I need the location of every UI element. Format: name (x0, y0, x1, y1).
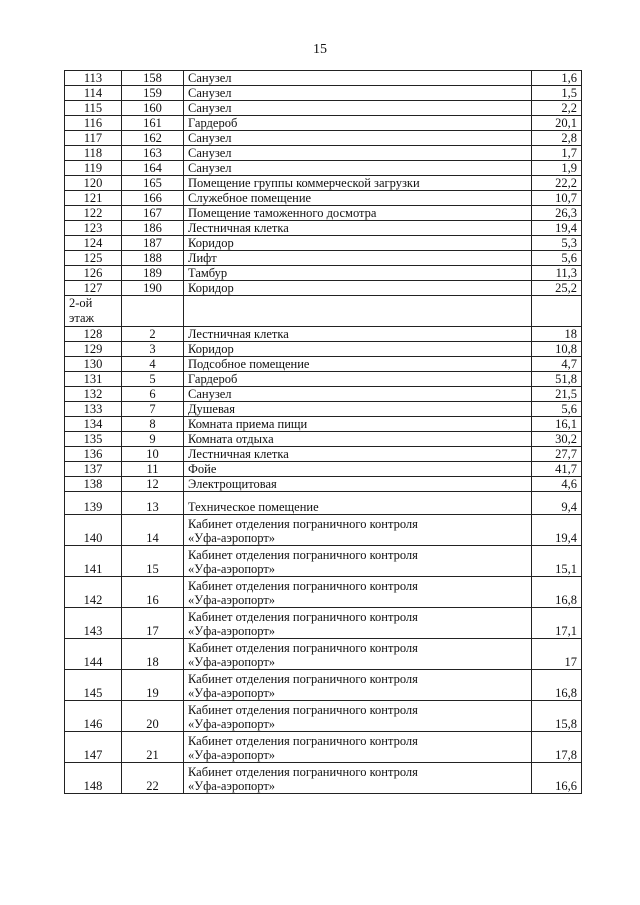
room-name: Санузел (184, 101, 532, 116)
room-area: 19,4 (532, 221, 582, 236)
table-row (65, 492, 582, 515)
room-area: 4,7 (532, 357, 582, 372)
row-number: 139 (65, 492, 122, 515)
table-row (65, 639, 582, 670)
table-row (65, 266, 582, 281)
row-number: 141 (65, 546, 122, 577)
room-number: 161 (122, 116, 184, 131)
room-area: 2,2 (532, 101, 582, 116)
room-name: Фойе (184, 462, 532, 477)
table-row (65, 221, 582, 236)
row-number: 132 (65, 387, 122, 402)
row-number: 124 (65, 236, 122, 251)
room-number: 11 (122, 462, 184, 477)
room-name: Санузел (184, 71, 532, 86)
table-row (65, 732, 582, 763)
room-area: 2,8 (532, 131, 582, 146)
room-area: 25,2 (532, 281, 582, 296)
room-area: 17,8 (532, 732, 582, 763)
table-row (65, 86, 582, 101)
table-row (65, 357, 582, 372)
table-row (65, 101, 582, 116)
table-row (65, 251, 582, 266)
room-area: 17,1 (532, 608, 582, 639)
room-area: 1,9 (532, 161, 582, 176)
room-number: 188 (122, 251, 184, 266)
table-row (65, 131, 582, 146)
room-name: Служебное помещение (184, 191, 532, 206)
row-number: 113 (65, 71, 122, 86)
room-name (184, 546, 532, 577)
room-number: 15 (122, 546, 184, 577)
row-number: 122 (65, 206, 122, 221)
room-name: Коридор (184, 236, 532, 251)
room-name-line2: «Уфа-аэропорт» (188, 531, 276, 545)
room-area: 1,6 (532, 71, 582, 86)
row-number: 131 (65, 372, 122, 387)
room-name (184, 763, 532, 794)
room-number: 164 (122, 161, 184, 176)
table-row (65, 116, 582, 131)
row-number: 140 (65, 515, 122, 546)
room-name-line2: «Уфа-аэропорт» (188, 686, 276, 700)
table-row (65, 71, 582, 86)
row-number: 137 (65, 462, 122, 477)
room-name-line2: «Уфа-аэропорт» (188, 624, 276, 638)
row-number: 147 (65, 732, 122, 763)
room-number: 18 (122, 639, 184, 670)
row-number: 146 (65, 701, 122, 732)
room-area: 22,2 (532, 176, 582, 191)
room-name: Гардероб (184, 372, 532, 387)
room-number: 186 (122, 221, 184, 236)
table-row (65, 462, 582, 477)
row-number: 148 (65, 763, 122, 794)
room-name: Коридор (184, 342, 532, 357)
row-number: 125 (65, 251, 122, 266)
floor-row (65, 296, 582, 327)
room-name: Лестничная клетка (184, 221, 532, 236)
room-name-line1: Кабинет отделения пограничного контроля (188, 765, 418, 779)
room-name: Лестничная клетка (184, 447, 532, 462)
room-number: 20 (122, 701, 184, 732)
table-row (65, 447, 582, 462)
row-number: 134 (65, 417, 122, 432)
room-name-line1: Кабинет отделения пограничного контроля (188, 579, 418, 593)
room-name: Подсобное помещение (184, 357, 532, 372)
page-number: 15 (313, 42, 327, 57)
room-area: 10,7 (532, 191, 582, 206)
room-area: 41,7 (532, 462, 582, 477)
room-name (184, 670, 532, 701)
row-number: 135 (65, 432, 122, 447)
room-area: 16,8 (532, 577, 582, 608)
row-number: 143 (65, 608, 122, 639)
table-row (65, 387, 582, 402)
room-number: 4 (122, 357, 184, 372)
room-name-line2: «Уфа-аэропорт» (188, 593, 276, 607)
row-number: 144 (65, 639, 122, 670)
table-row (65, 608, 582, 639)
row-number: 116 (65, 116, 122, 131)
room-area: 16,1 (532, 417, 582, 432)
table-row (65, 372, 582, 387)
table-row (65, 281, 582, 296)
room-name: Электрощитовая (184, 477, 532, 492)
table-row (65, 417, 582, 432)
room-name: Гардероб (184, 116, 532, 131)
table-row (65, 546, 582, 577)
row-number: 117 (65, 131, 122, 146)
room-name-line2: «Уфа-аэропорт» (188, 717, 276, 731)
table-row (65, 670, 582, 701)
room-name-line2: «Уфа-аэропорт» (188, 748, 276, 762)
room-number: 21 (122, 732, 184, 763)
room-name (184, 701, 532, 732)
table-row (65, 146, 582, 161)
room-name-line2: «Уфа-аэропорт» (188, 655, 276, 669)
table-row (65, 701, 582, 732)
room-name-line1: Кабинет отделения пограничного контроля (188, 610, 418, 624)
table-row (65, 577, 582, 608)
table-row (65, 763, 582, 794)
room-area: 27,7 (532, 447, 582, 462)
room-name-line1: Кабинет отделения пограничного контроля (188, 548, 418, 562)
room-number: 190 (122, 281, 184, 296)
room-name: Лифт (184, 251, 532, 266)
room-name: Помещение группы коммерческой загрузки (184, 176, 532, 191)
row-number: 129 (65, 342, 122, 357)
room-name: Санузел (184, 86, 532, 101)
room-number: 166 (122, 191, 184, 206)
room-number: 16 (122, 577, 184, 608)
room-name: Коридор (184, 281, 532, 296)
room-number: 17 (122, 608, 184, 639)
room-name-line2: «Уфа-аэропорт» (188, 562, 276, 576)
room-area: 9,4 (532, 492, 582, 515)
room-number: 7 (122, 402, 184, 417)
table-row (65, 176, 582, 191)
table-row (65, 432, 582, 447)
row-number: 123 (65, 221, 122, 236)
room-name: Тамбур (184, 266, 532, 281)
room-name: Душевая (184, 402, 532, 417)
room-number: 167 (122, 206, 184, 221)
room-area: 17 (532, 639, 582, 670)
room-name (184, 577, 532, 608)
room-name: Санузел (184, 161, 532, 176)
row-number: 126 (65, 266, 122, 281)
room-area: 1,5 (532, 86, 582, 101)
row-number: 127 (65, 281, 122, 296)
room-area: 4,6 (532, 477, 582, 492)
room-area: 16,8 (532, 670, 582, 701)
row-number: 145 (65, 670, 122, 701)
room-area: 18 (532, 327, 582, 342)
room-name-line1: Кабинет отделения пограничного контроля (188, 641, 418, 655)
table-row (65, 402, 582, 417)
room-name: Комната отдыха (184, 432, 532, 447)
room-number: 9 (122, 432, 184, 447)
table-row (65, 342, 582, 357)
room-name: Санузел (184, 387, 532, 402)
room-name (184, 515, 532, 546)
room-area: 10,8 (532, 342, 582, 357)
row-number: 114 (65, 86, 122, 101)
room-area: 16,6 (532, 763, 582, 794)
room-number: 163 (122, 146, 184, 161)
room-area: 5,6 (532, 402, 582, 417)
room-area: 5,3 (532, 236, 582, 251)
room-number: 13 (122, 492, 184, 515)
room-name-line1: Кабинет отделения пограничного контроля (188, 672, 418, 686)
room-number: 158 (122, 71, 184, 86)
rooms-table (64, 70, 582, 794)
row-number: 118 (65, 146, 122, 161)
room-number: 3 (122, 342, 184, 357)
row-number: 128 (65, 327, 122, 342)
row-number: 138 (65, 477, 122, 492)
room-number: 12 (122, 477, 184, 492)
room-number: 8 (122, 417, 184, 432)
floor-label: 2-ой этаж (65, 296, 122, 327)
room-number: 160 (122, 101, 184, 116)
row-number: 119 (65, 161, 122, 176)
room-number: 189 (122, 266, 184, 281)
room-name-line2: «Уфа-аэропорт» (188, 779, 276, 793)
room-area: 15,8 (532, 701, 582, 732)
table-row (65, 236, 582, 251)
row-number: 136 (65, 447, 122, 462)
table-row (65, 191, 582, 206)
room-number: 165 (122, 176, 184, 191)
room-number: 162 (122, 131, 184, 146)
table-row (65, 477, 582, 492)
room-area: 19,4 (532, 515, 582, 546)
row-number: 115 (65, 101, 122, 116)
row-number: 142 (65, 577, 122, 608)
room-name (184, 639, 532, 670)
room-area: 51,8 (532, 372, 582, 387)
row-number: 121 (65, 191, 122, 206)
room-name (184, 732, 532, 763)
room-number: 19 (122, 670, 184, 701)
room-area: 15,1 (532, 546, 582, 577)
room-area: 21,5 (532, 387, 582, 402)
room-name: Лестничная клетка (184, 327, 532, 342)
room-name: Санузел (184, 146, 532, 161)
room-name-line1: Кабинет отделения пограничного контроля (188, 517, 418, 531)
room-number: 159 (122, 86, 184, 101)
room-name-line1: Кабинет отделения пограничного контроля (188, 734, 418, 748)
room-name: Санузел (184, 131, 532, 146)
table-row (65, 161, 582, 176)
row-number: 133 (65, 402, 122, 417)
table-row (65, 206, 582, 221)
room-number: 22 (122, 763, 184, 794)
room-area: 26,3 (532, 206, 582, 221)
room-number: 187 (122, 236, 184, 251)
row-number: 120 (65, 176, 122, 191)
room-number: 6 (122, 387, 184, 402)
room-name: Техническое помещение (184, 492, 532, 515)
room-number: 14 (122, 515, 184, 546)
room-name: Помещение таможенного досмотра (184, 206, 532, 221)
room-number: 2 (122, 327, 184, 342)
room-name (184, 608, 532, 639)
row-number: 130 (65, 357, 122, 372)
table-row (65, 327, 582, 342)
room-area: 5,6 (532, 251, 582, 266)
room-area: 11,3 (532, 266, 582, 281)
room-name: Комната приема пищи (184, 417, 532, 432)
room-area: 1,7 (532, 146, 582, 161)
room-number: 5 (122, 372, 184, 387)
room-number: 10 (122, 447, 184, 462)
table-row (65, 515, 582, 546)
room-area: 30,2 (532, 432, 582, 447)
room-name-line1: Кабинет отделения пограничного контроля (188, 703, 418, 717)
room-area: 20,1 (532, 116, 582, 131)
